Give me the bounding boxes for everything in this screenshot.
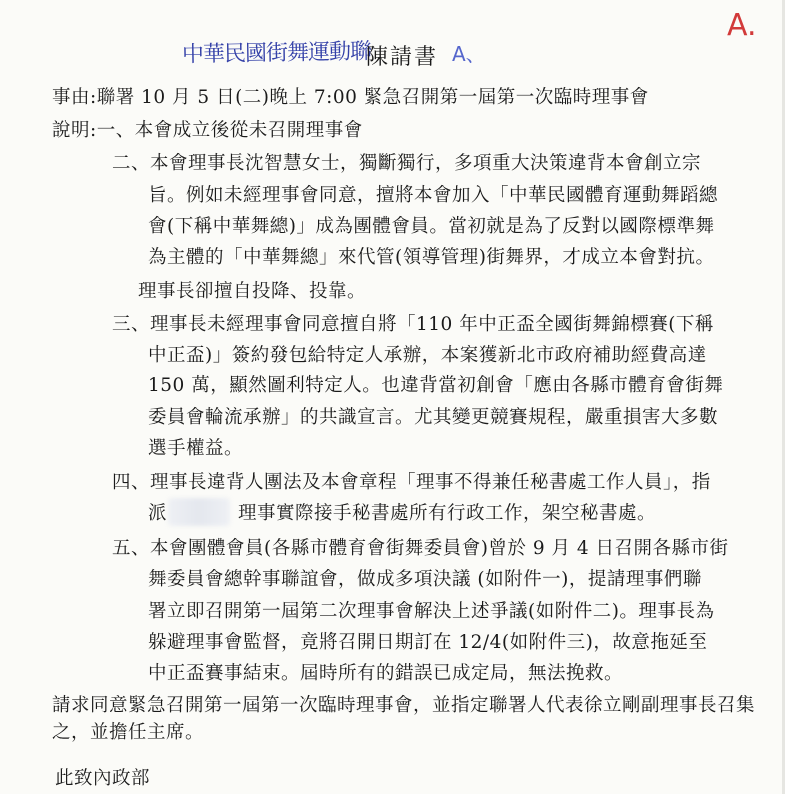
body-line: 三、理事長未經理事會同意擅自將「110 年中正盃全國街舞錦標賽(下稱 xyxy=(112,314,714,335)
handwritten-suffix-mark: A、 xyxy=(452,42,486,66)
body-line: 選手權益。 xyxy=(148,438,244,459)
request-line: 之，並擔任主席。 xyxy=(52,722,205,743)
body-line: 署立即召開第一屆第二次理事會解決上述爭議(如附件二)。理事長為 xyxy=(148,601,715,622)
body-line: 五、本會團體會員(各縣市體育會街舞委員會)曾於 9 月 4 日召開各縣市街 xyxy=(112,538,729,559)
body-line: 委員會輪流承辦」的共識宣言。尤其變更競賽規程，嚴重損害大多數 xyxy=(148,407,719,428)
body-line: 躲避理事會監督，竟將召開日期訂在 12/4(如附件三)，故意拖延至 xyxy=(148,632,708,653)
body-line: 中正盃賽事結束。屆時所有的錯誤已成定局，無法挽救。 xyxy=(148,663,624,684)
body-line: 理事長卻擅自投降、投靠。 xyxy=(138,281,367,302)
redacted-name xyxy=(168,498,230,526)
handwritten-org-name: 中華民國街舞運動聯 xyxy=(181,39,372,68)
body-line: 會(下稱中華舞總)」成為團體會員。當初就是為了反對以國際標準舞 xyxy=(148,216,715,237)
body-line: 為主體的「中華舞總」來代管(領導管理)街舞界，才成立本會對抗。 xyxy=(148,247,715,268)
body-line: 舞委員會總幹事聯誼會，做成多項決議 (如附件一)，提請理事們聯 xyxy=(148,569,702,590)
body-line: 150 萬，顯然圖利特定人。也違背當初創會「應由各縣市體育會街舞 xyxy=(148,375,724,396)
body-line: 二、本會理事長沈智慧女士，獨斷獨行，多項重大決策違背本會創立宗 xyxy=(112,153,702,174)
body-line: 說明:一、本會成立後從未召開理事會 xyxy=(52,120,363,141)
document-title: 陳請書 xyxy=(366,45,439,70)
body-line: 理事實際接手秘書處所有行政工作，架空秘書處。 xyxy=(238,503,657,524)
subject-line: 事由:聯署 10 月 5 日(二)晚上 7:00 緊急召開第一屆第一次臨時理事會 xyxy=(52,87,649,108)
body-line: 四、理事長違背人團法及本會章程「理事不得兼任秘書處工作人員」，指 xyxy=(112,472,711,493)
closing-line: 此致內政部 xyxy=(55,768,151,789)
request-line: 請求同意緊急召開第一屆第一次臨時理事會，並指定聯署人代表徐立剛副理事長召集 xyxy=(52,695,756,716)
handwritten-corner-mark: A. xyxy=(727,8,757,43)
body-line: 派 xyxy=(148,503,168,524)
body-line: 旨。例如未經理事會同意，擅將本會加入「中華民國體育運動舞蹈總 xyxy=(148,185,719,206)
body-line: 中正盃)」簽約發包給特定人承辦，本案獲新北市政府補助經費高達 xyxy=(148,345,707,366)
